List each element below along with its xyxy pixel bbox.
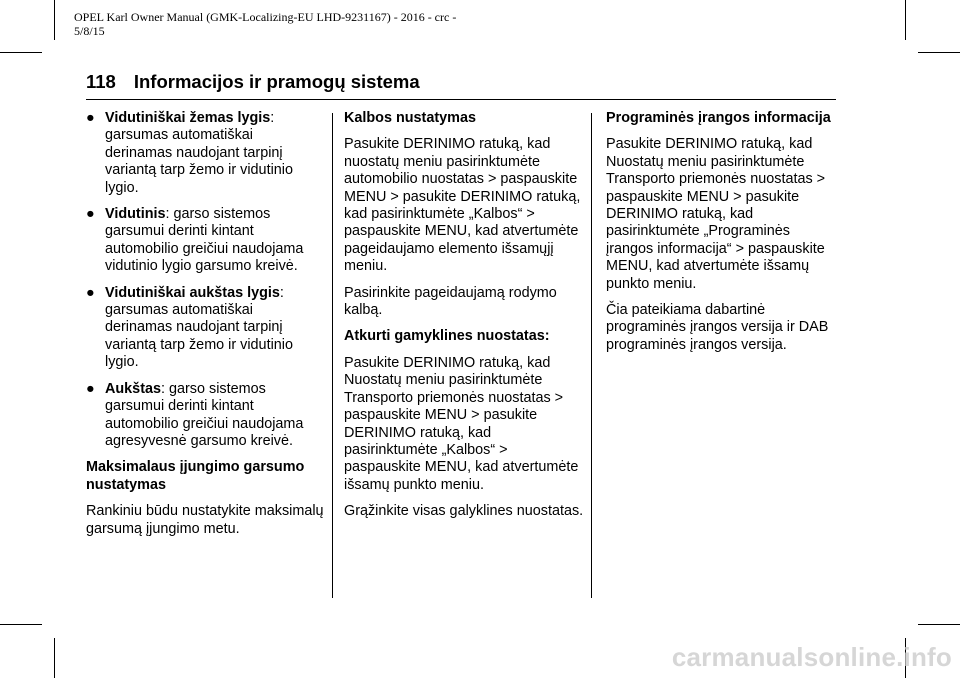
crop-mark: [918, 624, 960, 625]
bullet-text: : garsumas automatiškai derinamas naudojant tarpinį variantą tarp žemo ir vidutinio lygio.: [105, 284, 293, 371]
paragraph: Pasukite DERINIMO ratuką, kad Nuostatų meniu pasirinktumėte Transporto priemonės nuostatas > paspauskite MENU > pasukite DERINIMO ratuką, kad pasirinktumėte „Programinės įrangos informacija“ > paspauskite MENU, kad atvertumėte išsamų punkto meniu.: [606, 136, 826, 292]
paragraph: Grąžinkite visas galyklines nuostatas.: [344, 503, 584, 520]
bullet-text: : garso sistemos garsumui derinti kintant automobilio greičiui naudojama agresyvesnė garsumo kreivė.: [105, 380, 304, 449]
bullet-term: Aukštas: [105, 380, 161, 397]
crop-mark: [54, 0, 55, 40]
paragraph: Pasukite DERINIMO ratuką, kad nuostatų meniu pasirinktumėte automobilio nuostatas > paspauskite MENU > pasukite DERINIMO ratuką, kad pasirinktumėte „Kalbos“ > paspauskite MENU, kad atvertumėte pageidaujamo elemento išsamųjį meniu.: [344, 136, 581, 275]
page-heading: [86, 71, 420, 93]
bullet-term: Vidutiniškai žemas lygis: [105, 110, 271, 126]
bullet-icon: ●: [86, 380, 95, 397]
bullet-list: [86, 110, 324, 450]
column-3: [606, 110, 838, 363]
crop-mark: [54, 638, 55, 678]
list-item: [86, 110, 324, 197]
crop-mark: [0, 624, 42, 625]
page-title: Informacijos ir pramogų sistema: [133, 71, 420, 92]
bullet-icon: ●: [86, 110, 95, 126]
bullet-term: Vidutinis: [105, 206, 166, 223]
list-item: [86, 206, 324, 276]
column-divider: [332, 113, 333, 598]
list-item: [86, 381, 324, 451]
paragraph: Pasirinkite pageidaujamą rodymo kalbą.: [344, 284, 557, 319]
paragraph: Rankiniu būdu nustatykite maksimalų garsumą įjungimo metu.: [86, 503, 324, 537]
paragraph: Pasukite DERINIMO ratuką, kad Nuostatų meniu pasirinktumėte Transporto priemonės nuostatas > paspauskite MENU > pasukite DERINIMO ratuką, kad pasirinktumėte „Kalbos“ > paspauskite MENU, kad atvertumėte išsamų punkto meniu.: [344, 354, 579, 493]
section-heading: Maksimalaus įjungimo garsumo nustatymas: [86, 459, 305, 493]
bullet-text: : garso sistemos garsumui derinti kintant automobilio greičiui naudojama vidutinio lygio garsumo kreivė.: [105, 206, 304, 275]
crop-mark: [918, 52, 960, 53]
bullet-icon: ●: [86, 206, 95, 223]
print-header-date: 5/8/15: [74, 24, 105, 38]
watermark: carmanualsonline.info: [671, 642, 952, 672]
crop-mark: [0, 52, 42, 53]
list-item: [86, 285, 324, 372]
column-2: [344, 110, 588, 530]
section-heading: Programinės įrangos informacija: [606, 110, 831, 126]
crop-mark: [905, 0, 906, 40]
section-heading: Atkurti gamyklines nuostatas:: [344, 328, 550, 345]
print-header-line: OPEL Karl Owner Manual (GMK-Localizing-EU LHD-9231167) - 2016 - crc -: [74, 10, 457, 24]
bullet-term: Vidutiniškai aukštas lygis: [105, 284, 280, 301]
heading-rule: [86, 99, 836, 100]
print-header: [74, 10, 514, 38]
bullet-icon: ●: [86, 284, 95, 301]
bullet-text: : garsumas automatiškai derinamas naudojant tarpinį variantą tarp žemo ir vidutinio lygio.: [105, 110, 293, 196]
column-1: [86, 110, 324, 547]
column-divider: [591, 113, 592, 598]
paragraph: Čia pateikiama dabartinė programinės įrangos versija ir DAB programinės įrangos versija.: [606, 302, 829, 353]
section-heading: Kalbos nustatymas: [344, 110, 476, 126]
page-number: 118: [86, 71, 116, 92]
